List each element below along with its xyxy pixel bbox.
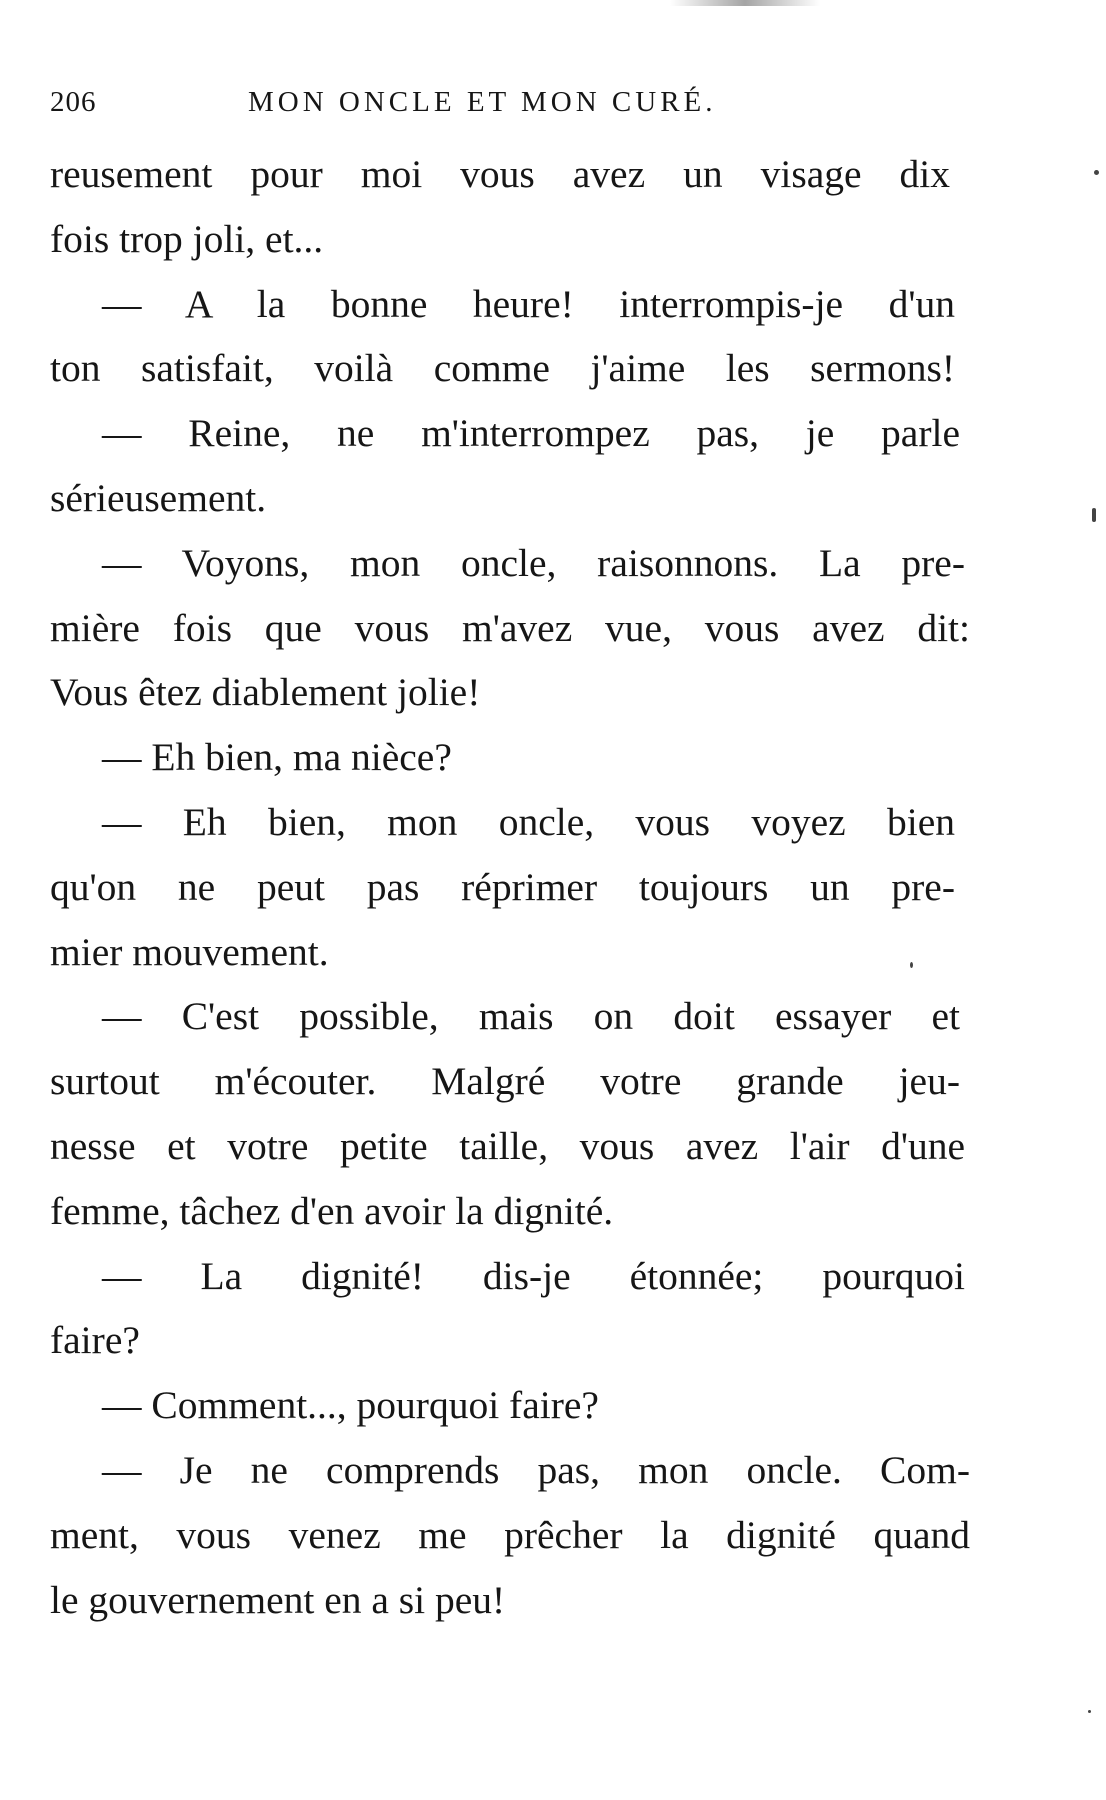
text-line: qu'on ne peut pas réprimer toujours un pre- xyxy=(50,864,955,909)
scan-speck xyxy=(1094,170,1099,175)
text-line: ton satisfait, voilà comme j'aime les sermons! xyxy=(50,346,955,391)
text-line: — Eh bien, ma nièce? xyxy=(102,735,452,780)
scan-smudge xyxy=(670,0,820,6)
scan-speck xyxy=(1088,1710,1091,1713)
text-line: — Je ne comprends pas, mon oncle. Com- xyxy=(102,1447,970,1492)
text-line: nesse et votre petite taille, vous avez l'air d'une xyxy=(50,1123,965,1168)
text-line: faire? xyxy=(50,1318,140,1363)
scan-speck xyxy=(1092,508,1096,522)
text-line: — Voyons, mon oncle, raisonnons. La pre- xyxy=(102,540,965,585)
page-header xyxy=(50,82,750,122)
text-line: fois trop joli, et... xyxy=(50,216,324,261)
text-line: reusement pour moi vous avez un visage dix xyxy=(50,152,950,196)
page-number: 206 xyxy=(50,86,97,118)
text-line: mier mouvement. xyxy=(50,929,329,974)
scan-speck xyxy=(910,962,913,968)
text-line: ment, vous venez me prêcher la dignité quand xyxy=(50,1512,970,1557)
text-line: mière fois que vous m'avez vue, vous avez dit: xyxy=(50,605,970,650)
running-title: MON ONCLE ET MON CURÉ. xyxy=(248,86,717,118)
text-line: — Reine, ne m'interrompez pas, je parle xyxy=(102,411,960,456)
text-line: — La dignité! dis-je étonnée; pourquoi xyxy=(102,1253,965,1298)
text-line: — Comment..., pourquoi faire? xyxy=(102,1383,599,1428)
text-line: femme, tâchez d'en avoir la dignité. xyxy=(50,1188,614,1233)
text-line: — C'est possible, mais on doit essayer et xyxy=(102,994,960,1039)
text-line: Vous êtez diablement jolie! xyxy=(50,670,481,715)
text-line: le gouvernement en a si peu! xyxy=(50,1577,506,1622)
body-text xyxy=(50,142,970,1632)
text-line: sérieusement. xyxy=(50,475,267,520)
text-line: — A la bonne heure! interrompis-je d'un xyxy=(102,281,955,326)
text-line: surtout m'écouter. Malgré votre grande jeu- xyxy=(50,1059,960,1104)
text-line: — Eh bien, mon oncle, vous voyez bien xyxy=(102,799,955,844)
